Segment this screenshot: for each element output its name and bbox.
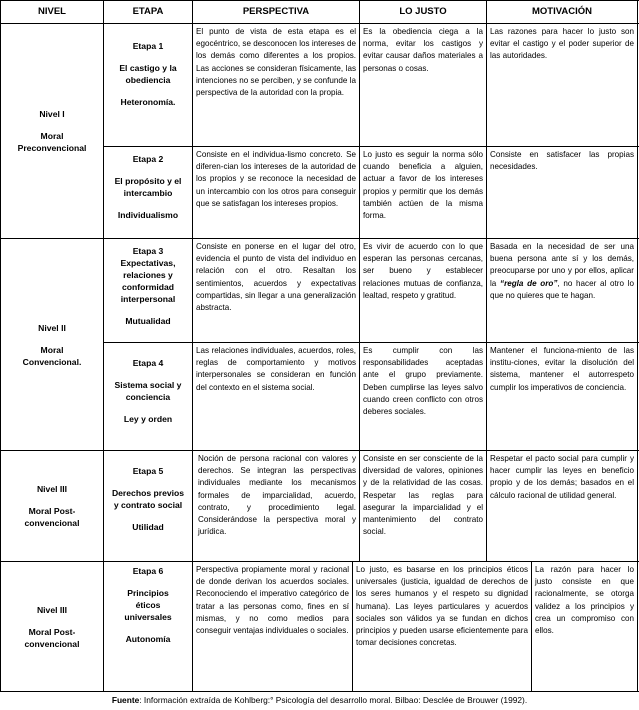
footnote-text: : Información extraída de Kohlberg:° Psicología del desarrollo moral. Bilbao: Desclée de Brouwer (1992). [139, 695, 528, 705]
motivacion-text: Basada en la necesidad de ser una buena persona ante sí y los demás, preocuparse por uno y por ellos, aplicar la [490, 242, 634, 288]
justo-cell: Lo justo es seguir la norma sólo cuando beneficia a alguien, actuar a favor de los intereses propios y permitir que los demás también actúen de la misma forma. [363, 150, 483, 221]
motivacion-text-end: , no hacer al otro lo que no quieres que te hagan. [490, 278, 634, 300]
grid-line [0, 0, 1, 692]
grid-line [0, 0, 639, 1]
level-name: Nivel III [36, 604, 68, 615]
level-name: Nivel III [36, 484, 68, 494]
stage-tag: Individualismo [117, 210, 179, 220]
stage-title: Etapa 1 [132, 41, 164, 51]
perspectiva-cell: Consiste en ponerse en el lugar del otro, evidencia el punto de vista del individuo en relación con el otro. Resaltan los sentimientos, acuerdos y expectativas compartidas, sin llegar a una generalización abstracta. [196, 242, 356, 313]
grid-line [0, 23, 639, 24]
stage-name: Derechos previos y contrato social [111, 488, 185, 510]
stage-name: Sistema social y conciencia [114, 380, 182, 402]
stage-title: Etapa 3 [132, 246, 164, 256]
footnote-label: Fuente [111, 695, 140, 705]
stage-cell [104, 24, 192, 146]
motivacion-cell: Las razones para hacer lo justo son evitar el castigo y el poder superior de las autoridades. [490, 27, 634, 61]
stage-name: Expectativas, relaciones y conformidad interpersonal [120, 258, 176, 304]
stage-tag: Heteronomía. [120, 97, 176, 107]
grid-line [531, 561, 532, 692]
justo-cell: Consiste en ser consciente de la diversidad de valores, opiniones y de la relatividad de las cosas. Respetar las reglas para asegurar la imparcialidad y el mantenimiento del contrato social. [363, 454, 483, 537]
stage-cell [104, 147, 192, 238]
grid-line [486, 0, 487, 562]
header-lo-justo: LO JUSTO [399, 6, 447, 17]
stage-title: Etapa 5 [132, 466, 164, 476]
grid-line [0, 691, 639, 692]
justo-cell: Lo justo, es basarse en los principios éticos universales (justicia, igualdad de derechos de los seres humanos y el respeto su dignidad humana). Las leyes particulares y acuerdos sociales son válidos ya se fundan en dichos principios y pueden usarse eficientemente para tomar decisiones concretas. [356, 565, 528, 648]
grid-line [192, 0, 193, 692]
grid-line [103, 342, 639, 343]
header-motivacion: MOTIVACIÓN [532, 6, 592, 17]
stage-cell [104, 343, 192, 450]
stage-tag: Ley y orden [123, 414, 173, 424]
stage-tag: Autonomía [125, 634, 171, 644]
grid-line [0, 450, 639, 451]
stage-tag: Mutualidad [125, 316, 171, 326]
perspectiva-cell: Perspectiva propiamente moral y racional de donde derivan los acuerdos sociales. Reconociendo el imperativo categórico de tratar a las personas como, fines en sí mismas, y no como medios para conseguir ventajas individuales o sociales. [196, 565, 349, 636]
level-sub: Moral Post-convencional [24, 506, 80, 528]
level-cell [1, 451, 103, 561]
justo-cell: Es vivir de acuerdo con lo que esperan las personas cercanas, ser bueno y establecer relaciones mutuas de confianza, lealtad, respeto y gratitud. [363, 242, 483, 300]
justo-cell: Es cumplir con las responsabilidades aceptadas ante el grupo previamente. Deben cumplirse las leyes salvo cuando creen conflicto con otros deberes sociales. [363, 346, 483, 417]
grid-line [103, 146, 639, 147]
header-nivel: NIVEL [38, 6, 66, 17]
level-name: Nivel I [39, 109, 65, 119]
level-cell [1, 239, 103, 450]
perspectiva-cell: Las relaciones individuales, acuerdos, roles, reglas de comportamiento y motivos interpersonales se consideran en función del contexto en el sistema social. [196, 346, 356, 392]
stage-title: Etapa 6 [132, 566, 164, 576]
motivacion-cell: Respetar el pacto social para cumplir y hacer cumplir las leyes en beneficio propio y de los demás; basados en el cálculo racional de utilidad general. [490, 454, 634, 500]
level-cell [1, 562, 103, 691]
motivacion-cell: La razón para hacer lo justo consiste en que racionalmente, se otorga validez a los principios y crea un compromiso con ellos. [535, 565, 634, 636]
level-cell [1, 24, 103, 238]
source-footnote [0, 694, 639, 706]
level-sub: Moral Preconvencional [17, 131, 87, 153]
stage-name: Principios éticos universales [124, 588, 172, 622]
motivacion-emphasis: “regla de oro” [500, 278, 558, 288]
stage-title: Etapa 4 [132, 358, 164, 368]
stage-name: El propósito y el intercambio [114, 176, 182, 198]
stage-cell [104, 451, 192, 561]
grid-line [0, 561, 639, 562]
grid-line [103, 0, 104, 692]
stage-cell [104, 562, 192, 691]
motivacion-cell [487, 239, 637, 342]
motivacion-cell: Mantener el funciona-miento de las institu-ciones, evitar la disolución del sistema, mantener el autorrespeto cumplir los imperativos de conciencia. [490, 346, 634, 392]
grid-line [359, 0, 360, 562]
header-perspectiva: PERSPECTIVA [242, 6, 310, 17]
grid-line [637, 0, 638, 692]
grid-line [0, 238, 639, 239]
motivacion-cell: Consiste en satisfacer las propias necesidades. [490, 150, 634, 172]
stage-cell [104, 239, 192, 342]
level-sub: Moral Post-convencional [24, 626, 80, 649]
header-etapa: ETAPA [132, 6, 164, 17]
perspectiva-cell: El punto de vista de esta etapa es el egocéntrico, se desconocen los intereses de los demás como diferentes a los propios. Las acciones se consideran físicamente, las intenciones no se perciben, y se confunde la perspectiva de la autoridad con la propia. [196, 27, 356, 98]
perspectiva-cell: Consiste en el individua-lismo concreto. Se diferen-cian los intereses de la autoridad de los propios y se reconoce la necesidad de un intercambio con los otros para conseguir que se satisfagan los intereses propios. [196, 150, 356, 208]
perspectiva-cell: Noción de persona racional con valores y derechos. Se integran las perspectivas individuales mediante los mecanismos formales de imparcialidad, acuerdo, contrato, y procedimiento legal. Considerándose la perspectiva moral y jurídica. [198, 454, 356, 537]
stage-name: El castigo y la obediencia [119, 63, 177, 85]
grid-line [352, 561, 353, 692]
stage-title: Etapa 2 [132, 154, 164, 164]
stage-tag: Utilidad [132, 522, 164, 532]
level-name: Nivel II [38, 322, 66, 333]
level-sub: Moral Convencional. [22, 344, 82, 367]
justo-cell: Es la obediencia ciega a la norma, evitar los castigos y evitar causar daños materiales a personas o cosas. [363, 27, 483, 73]
